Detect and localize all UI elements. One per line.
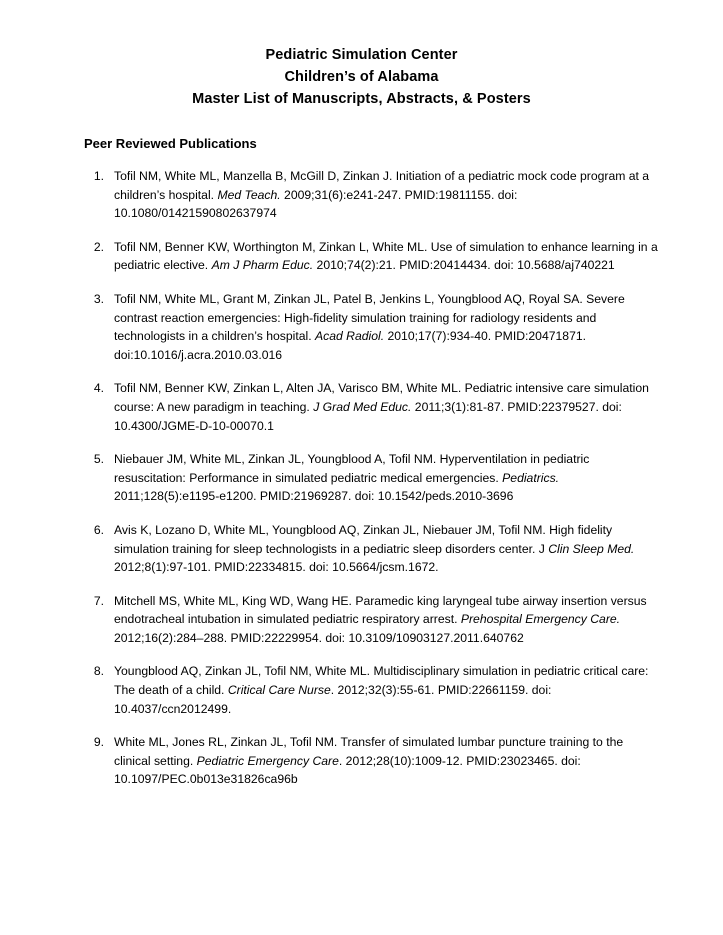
citation-text: Tofil NM, Benner KW, Zinkan L, Alten JA, Varisco BM, White ML. Pediatric intensive care simulation course: A new paradigm in teaching. [114, 381, 649, 414]
citation-text: 2009;31(6):e241-247. PMID:19811155. doi: 10.1080/01421590802637974 [114, 187, 518, 221]
journal-name: J Grad Med Educ. [313, 399, 412, 414]
journal-name: Med Teach. [217, 187, 281, 202]
reference-text [114, 290, 661, 364]
document-header [62, 44, 661, 110]
reference-item [84, 238, 661, 275]
citation-text: Avis K, Lozano D, White ML, Youngblood AQ, Zinkan JL, Niebauer JM, Tofil NM. High fidelity simulation training for sleep technologists in a pediatric sleep disorders center. J [114, 522, 613, 556]
reference-text [114, 592, 661, 648]
reference-number: 8. [93, 664, 104, 679]
journal-name: Pediatrics. [502, 470, 560, 485]
citation-text: Mitchell MS, White ML, King WD, Wang HE. Paramedic king laryngeal tube airway insertion versus endotracheal intubation in simulated pediatric respiratory arrest. [114, 593, 647, 627]
reference-text [114, 450, 661, 506]
reference-number: 6. [93, 522, 104, 537]
citation-text: 2010;17(7):934-40. PMID:20471871. doi:10.1016/j.acra.2010.03.016 [114, 329, 587, 362]
reference-item [84, 167, 661, 223]
reference-number: 7. [93, 593, 104, 608]
reference-item [84, 521, 661, 577]
header-line-center-name: Pediatric Simulation Center [265, 47, 458, 63]
reference-item [84, 290, 661, 364]
header-line-institution: Children’s of Alabama [284, 69, 439, 85]
citation-text: 2011;128(5):e1195-e1200. PMID:21969287. doi: 10.1542/peds.2010-3696 [114, 489, 514, 504]
journal-name: Pediatric Emergency Care [196, 753, 339, 768]
reference-text [114, 379, 661, 435]
reference-item [84, 450, 661, 506]
citation-text: 2012;8(1):97-101. PMID:22334815. doi: 10.5664/jcsm.1672. [114, 560, 439, 575]
citation-text: 2012;16(2):284–288. PMID:22229954. doi: 10.3109/10903127.2011.640762 [114, 630, 524, 645]
reference-text [114, 167, 661, 223]
journal-name: Critical Care Nurse [227, 683, 331, 698]
reference-list [84, 167, 661, 789]
reference-item [84, 592, 661, 648]
journal-name: Am J Pharm Educ. [211, 258, 314, 273]
citation-text: Tofil NM, White ML, Manzella B, McGill D, Zinkan J. Initiation of a pediatric mock code program at a children’s hospital. [114, 169, 650, 202]
reference-text [114, 238, 661, 275]
reference-number: 1. [93, 169, 104, 183]
citation-text: 2010;74(2):21. PMID:20414434. doi: 10.5688/aj740221 [313, 258, 615, 273]
citation-text: . 2012;28(10):1009-12. PMID:23023465. doi: 10.1097/PEC.0b013e31826ca96b [114, 753, 581, 787]
reference-number: 2. [93, 239, 104, 254]
citation-text: Tofil NM, Benner KW, Worthington M, Zinkan L, White ML. Use of simulation to enhance learning in a pediatric elective. [114, 239, 658, 273]
citation-text: Youngblood AQ, Zinkan JL, Tofil NM, White ML. Multidisciplinary simulation in pediatric critical care: The death of a child. [114, 664, 649, 698]
reference-text [114, 733, 661, 789]
reference-number: 9. [93, 735, 104, 750]
citation-text: . 2012;32(3):55-61. PMID:22661159. doi: 10.4037/ccn2012499. [114, 683, 552, 716]
citation-text: Niebauer JM, White ML, Zinkan JL, Youngblood A, Tofil NM. Hyperventilation in pediatric resuscitation: Performance in simulated pediatric medical emergencies. [114, 452, 590, 485]
reference-text [114, 662, 661, 718]
citation-text: Tofil NM, White ML, Grant M, Zinkan JL, Patel B, Jenkins L, Youngblood AQ, Royal SA. Severe contrast reaction emergencies: High-fidelity simulation training for radiology residents and technologists in a children’s hospital. [114, 291, 625, 344]
reference-text [114, 521, 661, 577]
reference-item [84, 733, 661, 789]
journal-name: Acad Radiol. [315, 329, 385, 344]
section-title-peer-reviewed-publications: Peer Reviewed Publications [84, 136, 257, 151]
reference-item [84, 379, 661, 435]
reference-number: 4. [93, 381, 104, 396]
reference-number: 3. [93, 291, 104, 306]
journal-name: Clin Sleep Med. [548, 541, 635, 556]
header-line-subtitle: Master List of Manuscripts, Abstracts, & Posters [192, 91, 531, 107]
reference-number: 5. [93, 452, 104, 467]
reference-item [84, 662, 661, 718]
citation-text: White ML, Jones RL, Zinkan JL, Tofil NM. Transfer of simulated lumbar puncture training to the clinical setting. [114, 735, 624, 768]
journal-name: Prehospital Emergency Care. [460, 612, 621, 627]
citation-text: 2011;3(1):81-87. PMID:22379527. doi: 10.4300/JGME-D-10-00070.1 [114, 399, 622, 433]
